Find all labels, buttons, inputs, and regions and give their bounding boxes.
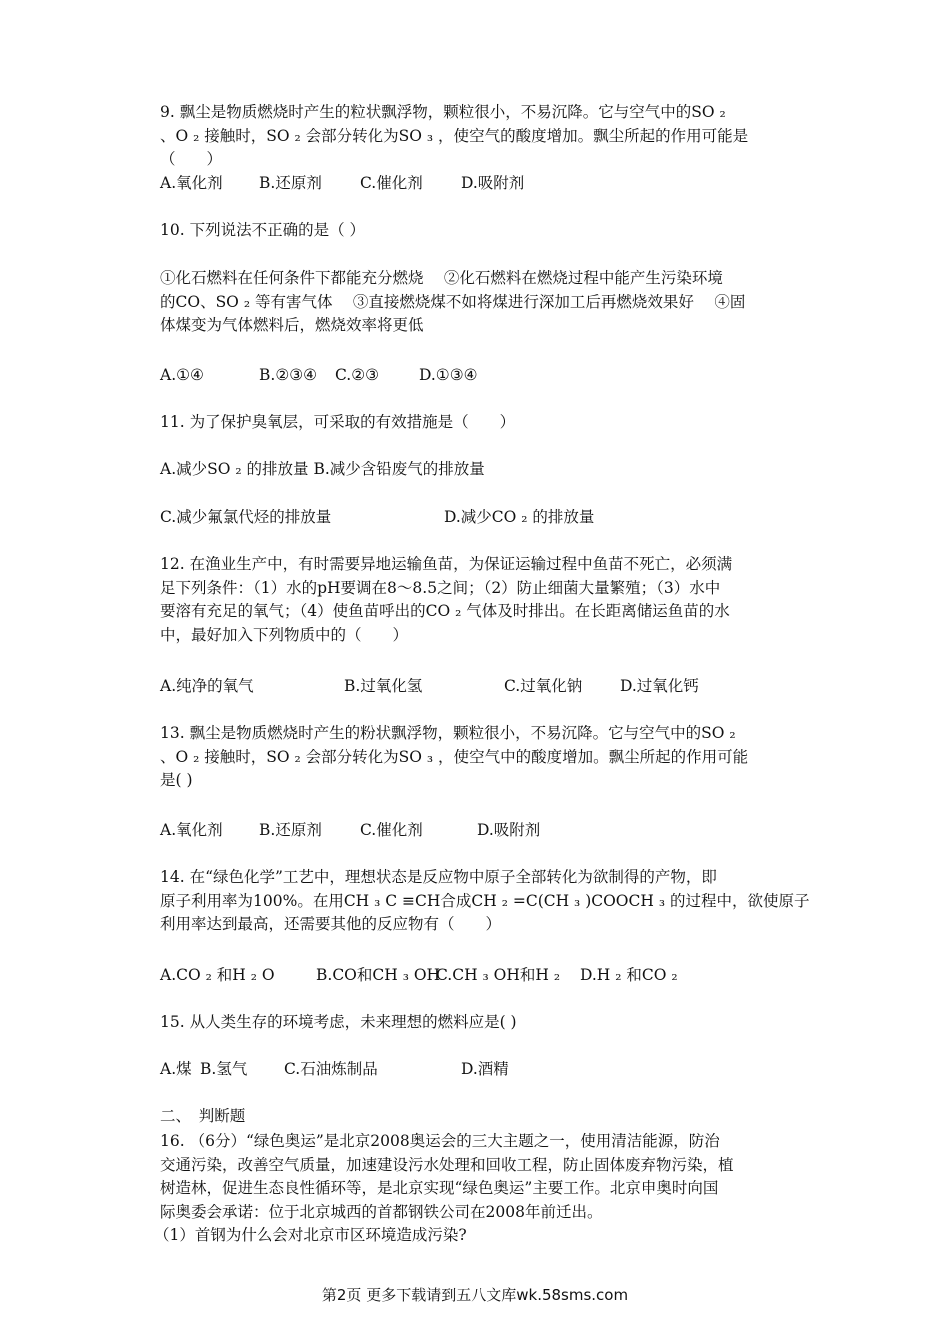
- footer-more-text: 更多下载请到五八文库: [366, 1286, 517, 1304]
- option-a: A.氧化剂: [160, 174, 223, 192]
- question-16-subquestion: （1）首钢为什么会对北京市区环境造成污染?: [154, 1226, 467, 1244]
- option-a: A.CO ₂ 和H ₂ O: [160, 966, 275, 984]
- option-b: B.氢气: [200, 1060, 248, 1078]
- question-16-line: 树造林，促进生态良性循环等，是北京实现“绿色奥运”主要工作。北京申奥时向国: [160, 1179, 719, 1197]
- question-16-line: 16. （6分）“绿色奥运”是北京2008奥运会的三大主题之一，使用清洁能源，防治: [160, 1132, 720, 1150]
- option-b: B.②③④: [259, 366, 318, 384]
- question-16-line: 交通污染，改善空气质量，加速建设污水处理和回收工程，防止固体废弃物污染，植: [160, 1155, 734, 1174]
- question-13-options: [160, 819, 792, 843]
- question-14-line: 原子利用率为100%。在用CH ₃ C ≡CH合成CH ₂ =C(CH ₃ )COOCH ₃ 的过程中，欲使原子: [160, 891, 810, 910]
- question-15-options: [160, 1058, 792, 1082]
- question-9-line: （ ）: [160, 150, 223, 168]
- question-12-line: 中，最好加入下列物质中的（ ）: [160, 625, 409, 644]
- footer-site-link[interactable]: wk.58sms.com: [516, 1286, 629, 1304]
- page-number: 第2页: [321, 1286, 362, 1304]
- option-b: B.还原剂: [259, 821, 322, 839]
- option-b: B.还原剂: [259, 174, 322, 192]
- question-9-line: 、O ₂ 接触时，SO ₂ 会部分转化为SO ₃ ，使空气的酸度增加。飘尘所起的作用可能是: [160, 126, 749, 145]
- question-15-line: 15. 从人类生存的环境考虑，未来理想的燃料应是( ): [160, 1013, 517, 1031]
- option-a: A.煤: [160, 1060, 192, 1078]
- question-15: [160, 1011, 792, 1035]
- question-12-line: 足下列条件：（1）水的pH要调在8～8.5之间；（2）防止细菌大量繁殖；（3）水中: [160, 578, 721, 597]
- option-d: D.吸附剂: [461, 174, 525, 192]
- question-14-line: 14. 在“绿色化学”工艺中，理想状态是反应物中原子全部转化为欲制得的产物，即: [160, 868, 717, 886]
- question-10-line: 10. 下列说法不正确的是（ ）: [160, 221, 366, 239]
- question-10-options: [160, 364, 792, 388]
- option-a: A.纯净的氧气: [160, 677, 254, 695]
- option-c: C.石油炼制品: [284, 1060, 378, 1078]
- question-12-line: 12. 在渔业生产中，有时需要异地运输鱼苗，为保证运输过程中鱼苗不死亡，必须满: [160, 555, 733, 573]
- question-16-line: 际奥委会承诺：位于北京城西的首都钢铁公司在2008年前迁出。: [160, 1202, 603, 1221]
- option-d: D.减少CO ₂ 的排放量: [444, 508, 595, 526]
- option-d: D.过氧化钙: [620, 677, 699, 695]
- question-11: [160, 411, 792, 435]
- question-14-options: [160, 964, 792, 988]
- option-b: B.过氧化氢: [344, 677, 423, 695]
- option-c: C.减少氟氯代烃的排放量: [160, 508, 332, 526]
- question-10-statements: [160, 267, 792, 338]
- statement-line: 的CO、SO ₂ 等有害气体 ③直接燃烧煤不如将煤进行深加工后再燃烧效果好 ④固: [160, 292, 746, 311]
- question-16: [154, 1130, 792, 1248]
- option-d: D.①③④: [419, 366, 478, 384]
- question-9-line: 9. 飘尘是物质燃烧时产生的粒状飘浮物，颗粒很小，不易沉降。它与空气中的SO ₂: [160, 103, 726, 121]
- option-d: D.吸附剂: [477, 821, 541, 839]
- question-12: [160, 553, 792, 647]
- question-14-line: 利用率达到最高，还需要其他的反应物有（ ）: [160, 915, 502, 933]
- option-b: B.CO和CH ₃ OH: [316, 966, 441, 984]
- question-12-line: 要溶有充足的氧气；（4）使鱼苗呼出的CO ₂ 气体及时排出。在长距离储运鱼苗的水: [160, 602, 730, 620]
- question-13-line: 、O ₂ 接触时，SO ₂ 会部分转化为SO ₃ ，使空气中的酸度增加。飘尘所起的作用可能: [160, 747, 749, 766]
- option-a: A.氧化剂: [160, 821, 223, 839]
- option-b: B.减少含铅废气的排放量: [313, 460, 485, 478]
- question-11-line: 11. 为了保护臭氧层，可采取的有效措施是（ ）: [160, 413, 516, 431]
- question-13-line: 13. 飘尘是物质燃烧时产生的粉状飘浮物，颗粒很小，不易沉降。它与空气中的SO ₂: [160, 724, 736, 742]
- question-9: [160, 101, 792, 172]
- option-d: D.酒精: [461, 1060, 509, 1078]
- question-10: [160, 219, 792, 243]
- option-c: C.过氧化钠: [504, 677, 583, 695]
- statement-line: ①化石燃料在任何条件下都能充分燃烧 ②化石燃料在燃烧过程中能产生污染环境: [160, 269, 723, 287]
- section-heading: [160, 1105, 792, 1129]
- question-13-line: 是( ): [160, 771, 193, 789]
- statement-line: 体煤变为气体燃料后，燃烧效率将更低: [160, 316, 424, 334]
- question-13: [160, 722, 792, 793]
- question-14: [160, 866, 810, 937]
- question-11-options-row1: [160, 458, 792, 482]
- page-footer: [0, 1284, 950, 1305]
- section-2-heading: 二、 判断题: [160, 1107, 246, 1125]
- option-a: A.减少SO ₂ 的排放量: [160, 460, 309, 478]
- question-9-options: [160, 172, 792, 196]
- option-d: D.H ₂ 和CO ₂: [580, 966, 678, 984]
- question-12-options: [160, 675, 792, 699]
- option-c: C.②③: [335, 366, 380, 384]
- option-c: C.CH ₃ OH和H ₂: [436, 966, 561, 984]
- option-c: C.催化剂: [360, 174, 423, 192]
- question-11-options-row2: [160, 506, 792, 530]
- option-a: A.①④: [160, 366, 204, 384]
- option-c: C.催化剂: [360, 821, 423, 839]
